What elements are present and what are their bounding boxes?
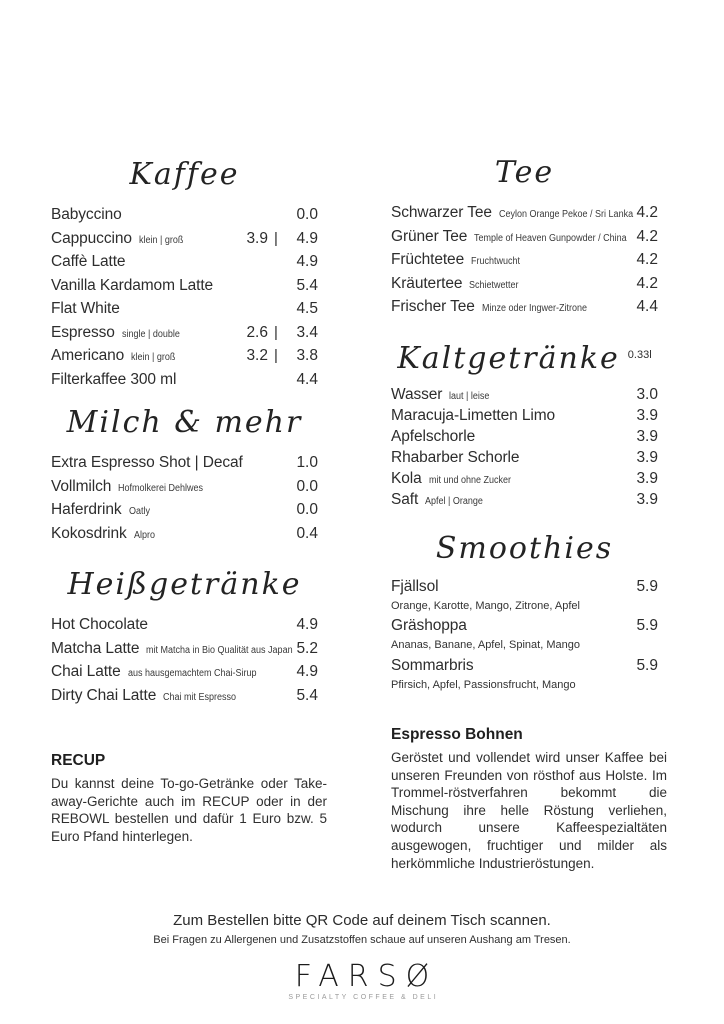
item-prices — [624, 298, 658, 316]
menu-item-row — [51, 478, 318, 502]
item-prices — [624, 449, 658, 467]
menu-item-row — [51, 501, 318, 525]
item-prices — [624, 617, 658, 635]
espresso-bohnen-title: Espresso Bohnen — [391, 726, 523, 743]
item-label — [51, 277, 213, 295]
menu-item-row — [51, 206, 318, 230]
item-label — [391, 449, 519, 467]
item-name: Rhabarber Schorle — [391, 448, 520, 466]
item-label — [51, 300, 120, 318]
menu-item-row — [51, 230, 318, 254]
menu-item-row — [51, 454, 318, 478]
item-subtext: aus hausgemachtem Chai-Sirup — [127, 668, 257, 679]
espresso-bohnen-text: Geröstet und vollendet wird unser Kaffee bei unseren Freunden von rösthof aus Holste. Im Trommel-röstverfahren bekommt die Mischung ihre helle Röstung verliehen, wodurch unsere Kaffeespezialtäten ausgewogen, fruchtiger und milder als herkömmliche Industrieröstungen. — [391, 750, 667, 871]
item-label — [391, 491, 489, 509]
item-price-small: 2.6 — [246, 323, 268, 341]
item-name: Fjällsol — [391, 577, 439, 595]
item-label — [51, 454, 243, 472]
menu-item-row — [51, 640, 318, 664]
brand-logo: FARSØ — [294, 959, 439, 994]
menu-item-row — [391, 204, 658, 228]
heissgetraenke-items — [51, 616, 318, 710]
item-subtext: klein | groß — [138, 234, 184, 246]
menu-item-row — [391, 428, 658, 449]
item-prices — [284, 501, 318, 519]
item-name: Americano — [51, 347, 125, 364]
smoothie-ingredients: Pfirsich, Apfel, Passionsfrucht, Mango — [391, 678, 576, 691]
espresso-bohnen-note — [391, 726, 667, 872]
item-price-small: 3.2 — [246, 347, 268, 364]
section-title-kaffee — [51, 152, 318, 198]
item-prices — [284, 277, 318, 295]
section-title-kaltgetraenke-text: Kaltgetränke — [397, 340, 620, 376]
item-price: 4.9 — [296, 253, 318, 270]
item-name: Saft — [391, 490, 419, 508]
item-label — [391, 470, 520, 488]
menu-item-row — [51, 347, 318, 371]
item-name: Caffè Latte — [51, 253, 126, 270]
item-prices — [284, 616, 318, 634]
item-name: Wasser — [391, 385, 443, 403]
item-name: Grüner Tee — [391, 227, 468, 245]
item-label — [391, 227, 627, 246]
menu-item-row — [51, 616, 318, 640]
item-prices — [624, 578, 658, 596]
item-prices — [236, 347, 318, 365]
item-name: Babyccino — [51, 206, 122, 223]
menu-item-row — [391, 228, 658, 252]
item-label — [51, 616, 148, 634]
item-name: Kola — [391, 469, 422, 487]
item-price: 3.0 — [636, 385, 658, 403]
item-name: Sommarbris — [391, 656, 474, 674]
section-title-heissgetraenke-text: Heißgetränke — [67, 567, 302, 602]
item-label — [391, 407, 555, 425]
item-name: Haferdrink — [51, 501, 122, 518]
menu-item-row — [391, 449, 658, 470]
menu-item-row — [391, 617, 658, 637]
item-subtext: Apfel | Orange — [425, 495, 484, 507]
item-label — [391, 578, 438, 596]
menu-item-row — [51, 663, 318, 687]
right-column — [391, 0, 667, 872]
section-title-milch-text: Milch & mehr — [66, 405, 303, 440]
item-label — [391, 617, 467, 635]
item-name: Vollmilch — [51, 477, 112, 495]
tee-items — [391, 204, 658, 322]
item-label — [51, 478, 213, 496]
item-price: 3.8 — [296, 347, 318, 364]
item-price: 3.9 — [636, 469, 658, 487]
menu-item-row — [391, 251, 658, 275]
smoothies-items — [391, 578, 658, 695]
item-label — [51, 501, 152, 519]
section-title-heissgetraenke — [51, 562, 318, 608]
section-title-kaffee-text: Kaffee — [129, 157, 240, 192]
item-name: Früchtetee — [391, 251, 465, 268]
item-name: Apfelschorle — [391, 427, 476, 445]
item-subtext: Chai mit Espresso — [163, 691, 237, 703]
menu-item-row — [391, 578, 658, 598]
item-name: Hot Chocolate — [51, 616, 148, 633]
smoothie-ingredients: Orange, Karotte, Mango, Zitrone, Apfel — [391, 599, 580, 612]
item-name: Filterkaffee 300 ml — [51, 370, 177, 388]
menu-item-row — [391, 275, 658, 299]
section-title-tee — [391, 150, 658, 196]
item-subtext: Schietwetter — [469, 279, 519, 291]
item-label — [51, 230, 188, 248]
item-price: 3.9 — [636, 427, 658, 445]
menu-item-row — [51, 300, 318, 324]
item-prices — [284, 525, 318, 543]
item-prices — [624, 275, 658, 293]
item-label — [391, 204, 634, 222]
item-prices — [284, 478, 318, 496]
item-price: 5.2 — [296, 639, 318, 657]
item-subtext: Hofmolkerei Dehlwes — [118, 482, 204, 494]
item-price: 4.9 — [296, 663, 318, 680]
item-price: 5.9 — [636, 656, 658, 674]
item-label — [391, 657, 474, 675]
item-prices — [624, 386, 658, 404]
item-label — [51, 687, 244, 705]
left-column — [51, 0, 327, 845]
item-label — [391, 275, 524, 293]
item-price: 4.9 — [296, 229, 318, 247]
item-price: 3.4 — [296, 323, 318, 341]
item-label — [51, 347, 180, 365]
milch-items — [51, 454, 318, 548]
menu-item-row — [51, 525, 318, 549]
item-prices — [284, 253, 318, 271]
item-price: 4.9 — [296, 616, 318, 633]
section-title-smoothies — [391, 526, 658, 572]
item-prices — [236, 230, 318, 248]
item-price: 4.5 — [296, 300, 318, 317]
menu-item-row — [391, 657, 658, 677]
smoothie-item — [391, 617, 658, 655]
item-subtext: klein | groß — [131, 352, 176, 363]
item-prices — [624, 657, 658, 675]
item-subtext: mit Matcha in Bio Qualität aus Japan — [146, 644, 294, 656]
item-price: 5.9 — [636, 577, 658, 595]
item-label — [51, 324, 186, 342]
smoothie-ingredients: Ananas, Banane, Apfel, Spinat, Mango — [391, 639, 580, 651]
menu-item-row — [51, 324, 318, 348]
item-price: 0.0 — [296, 477, 318, 495]
menu-item-row — [51, 687, 318, 711]
item-name: Espresso — [51, 323, 115, 341]
item-subtext: Ceylon Orange Pekoe / Sri Lanka — [498, 209, 634, 220]
item-price: 1.0 — [296, 454, 318, 471]
price-separator: | — [274, 323, 278, 341]
section-title-tee-text: Tee — [494, 155, 555, 190]
smoothie-item — [391, 578, 658, 616]
menu-item-row — [51, 253, 318, 277]
item-price: 4.4 — [636, 298, 658, 315]
item-subtext: Fruchtwucht — [471, 256, 521, 267]
footer-allergen-hint: Bei Fragen zu Allergenen und Zusatzstoffen schaue auf unseren Aushang am Tresen. — [153, 934, 571, 946]
item-prices — [284, 206, 318, 224]
item-name: Matcha Latte — [51, 639, 140, 657]
price-separator: | — [274, 347, 278, 364]
item-label — [51, 206, 122, 224]
menu-item-row — [391, 386, 658, 407]
item-price: 3.9 — [636, 490, 658, 508]
item-name: Extra Espresso Shot | Decaf — [51, 454, 243, 471]
footer-order-hint: Zum Bestellen bitte QR Code auf deinem Tisch scannen. — [173, 912, 551, 929]
item-prices — [624, 251, 658, 269]
item-subtext: laut | leise — [449, 390, 490, 402]
menu-item-row — [391, 470, 658, 491]
item-name: Kokosdrink — [51, 524, 127, 542]
menu-item-row — [391, 407, 658, 428]
item-prices — [284, 687, 318, 705]
item-prices — [624, 228, 658, 246]
item-name: Flat White — [51, 300, 120, 317]
item-label — [51, 663, 271, 681]
item-price: 4.2 — [636, 251, 658, 268]
menu-item-row — [391, 298, 658, 322]
item-name: Schwarzer Tee — [391, 204, 492, 221]
item-price: 4.4 — [296, 370, 318, 388]
section-title-milch — [51, 400, 318, 446]
item-price: 5.4 — [296, 276, 318, 294]
item-prices — [284, 454, 318, 472]
item-subtext: Temple of Heaven Gunpowder / China — [474, 232, 627, 244]
item-label — [51, 639, 294, 658]
item-name: Dirty Chai Latte — [51, 686, 157, 704]
item-label — [391, 298, 599, 316]
item-price: 4.2 — [636, 227, 658, 245]
item-prices — [284, 300, 318, 318]
item-label — [391, 386, 494, 404]
item-prices — [284, 371, 318, 389]
recup-text: Du kannst deine To-go-Getränke oder Take-away-Gerichte auch im RECUP oder in der REBOWL bestellen und dafür 1 Euro bzw. 5 Euro Pfand hinterlegen. — [51, 776, 327, 844]
item-label — [51, 525, 157, 543]
recup-note — [51, 752, 327, 845]
kaltgetraenke-items — [391, 386, 658, 512]
price-separator: | — [274, 229, 278, 247]
menu-item-row — [51, 277, 318, 301]
item-subtext: Alpro — [133, 529, 155, 541]
item-prices — [624, 407, 658, 425]
item-price: 3.9 — [636, 448, 658, 466]
item-prices — [624, 428, 658, 446]
item-prices — [284, 663, 318, 681]
footer — [0, 912, 724, 1001]
kaffee-items — [51, 206, 318, 394]
item-name: Kräutertee — [391, 274, 463, 292]
smoothie-item — [391, 657, 658, 695]
item-price: 0.0 — [296, 501, 318, 518]
item-price: 5.9 — [636, 617, 658, 634]
item-subtext: mit und ohne Zucker — [428, 474, 511, 486]
item-price: 3.9 — [636, 406, 658, 424]
item-subtext: Minze oder Ingwer-Zitrone — [481, 303, 587, 314]
item-prices — [624, 491, 658, 509]
section-title-kaltgetraenke — [391, 332, 658, 378]
item-price: 0.4 — [296, 524, 318, 542]
item-prices — [624, 470, 658, 488]
brand-logo-subtitle: SPECIALTY COFFEE & DELI — [288, 994, 439, 1001]
item-label — [51, 253, 125, 271]
item-price-small: 3.9 — [246, 229, 268, 247]
item-name: Chai Latte — [51, 663, 121, 680]
item-price: 4.2 — [636, 204, 658, 221]
item-price: 5.4 — [296, 686, 318, 704]
menu-item-row — [51, 371, 318, 395]
item-price: 4.2 — [636, 274, 658, 292]
item-name: Cappuccino — [51, 229, 132, 247]
item-name: Maracuja-Limetten Limo — [391, 406, 556, 424]
menu-item-row — [391, 491, 658, 512]
item-name: Gräshoppa — [391, 617, 467, 634]
item-prices — [236, 324, 318, 342]
item-label — [51, 371, 176, 389]
item-subtext: single | double — [121, 328, 180, 340]
recup-title: RECUP — [51, 752, 106, 769]
item-price: 0.0 — [296, 206, 318, 223]
kaltgetraenke-volume-note: 0.33l — [627, 348, 652, 361]
item-label — [391, 251, 526, 269]
item-label — [391, 428, 475, 446]
item-name: Vanilla Kardamom Latte — [51, 276, 214, 294]
item-name: Frischer Tee — [391, 298, 475, 315]
section-title-smoothies-text: Smoothies — [435, 530, 614, 566]
item-subtext: Oatly — [128, 506, 150, 517]
